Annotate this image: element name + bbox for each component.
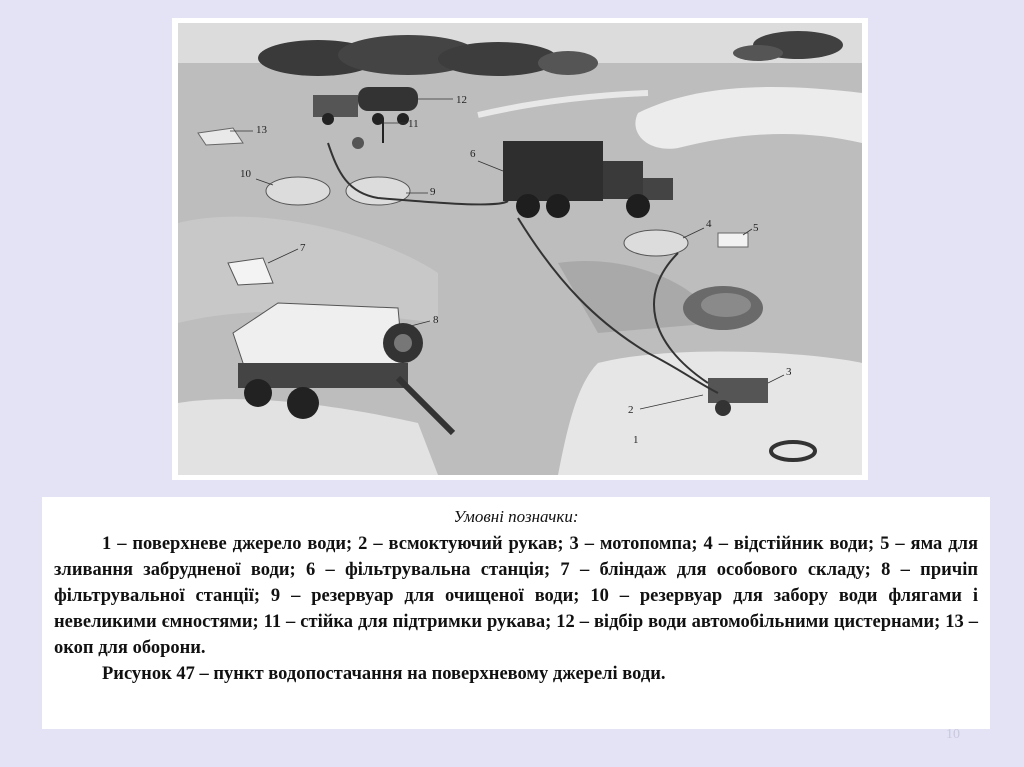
legend-title: Умовні позначки: xyxy=(453,507,579,526)
callout-1: 1 xyxy=(633,434,639,446)
callout-7: 7 xyxy=(300,242,306,254)
callout-13: 13 xyxy=(256,124,267,136)
callout-2: 2 xyxy=(628,404,634,416)
callout-6: 6 xyxy=(470,148,476,160)
figure-caption: Рисунок 47 – пункт водопостачання на поверхневому джерелі води. xyxy=(102,664,666,684)
callout-9: 9 xyxy=(430,186,436,198)
legend-box xyxy=(42,497,990,729)
figure-illustration xyxy=(172,18,868,480)
callout-4: 4 xyxy=(706,218,712,230)
callout-5: 5 xyxy=(753,222,759,234)
callout-3: 3 xyxy=(786,366,792,378)
settler-4 xyxy=(624,230,688,256)
landscape-drawing xyxy=(178,23,862,475)
callout-8: 8 xyxy=(433,314,439,326)
legend-body: 1 – поверхневе джерело води; 2 – всмоктуючий рукав; 3 – мотопомпа; 4 – відстійник води; 5 – яма для зливання забрудненої води; 6 – фільтрувальна станція; 7 – бліндаж для особового складу; 8 – причіп фільтрувальної станції; 9 – резервуар для очищеної води; 10 – резервуар для забору води флягами і невеликими ємностями; 11 – стійка для підтримки рукава; 12 – відбір води автомобільними цистернами; 13 – окоп для оборони. xyxy=(54,534,978,658)
reservoir-10 xyxy=(266,177,330,205)
callout-12: 12 xyxy=(456,94,467,106)
page-number: 10 xyxy=(946,727,960,742)
callout-10: 10 xyxy=(240,168,251,180)
callout-11: 11 xyxy=(408,118,419,130)
